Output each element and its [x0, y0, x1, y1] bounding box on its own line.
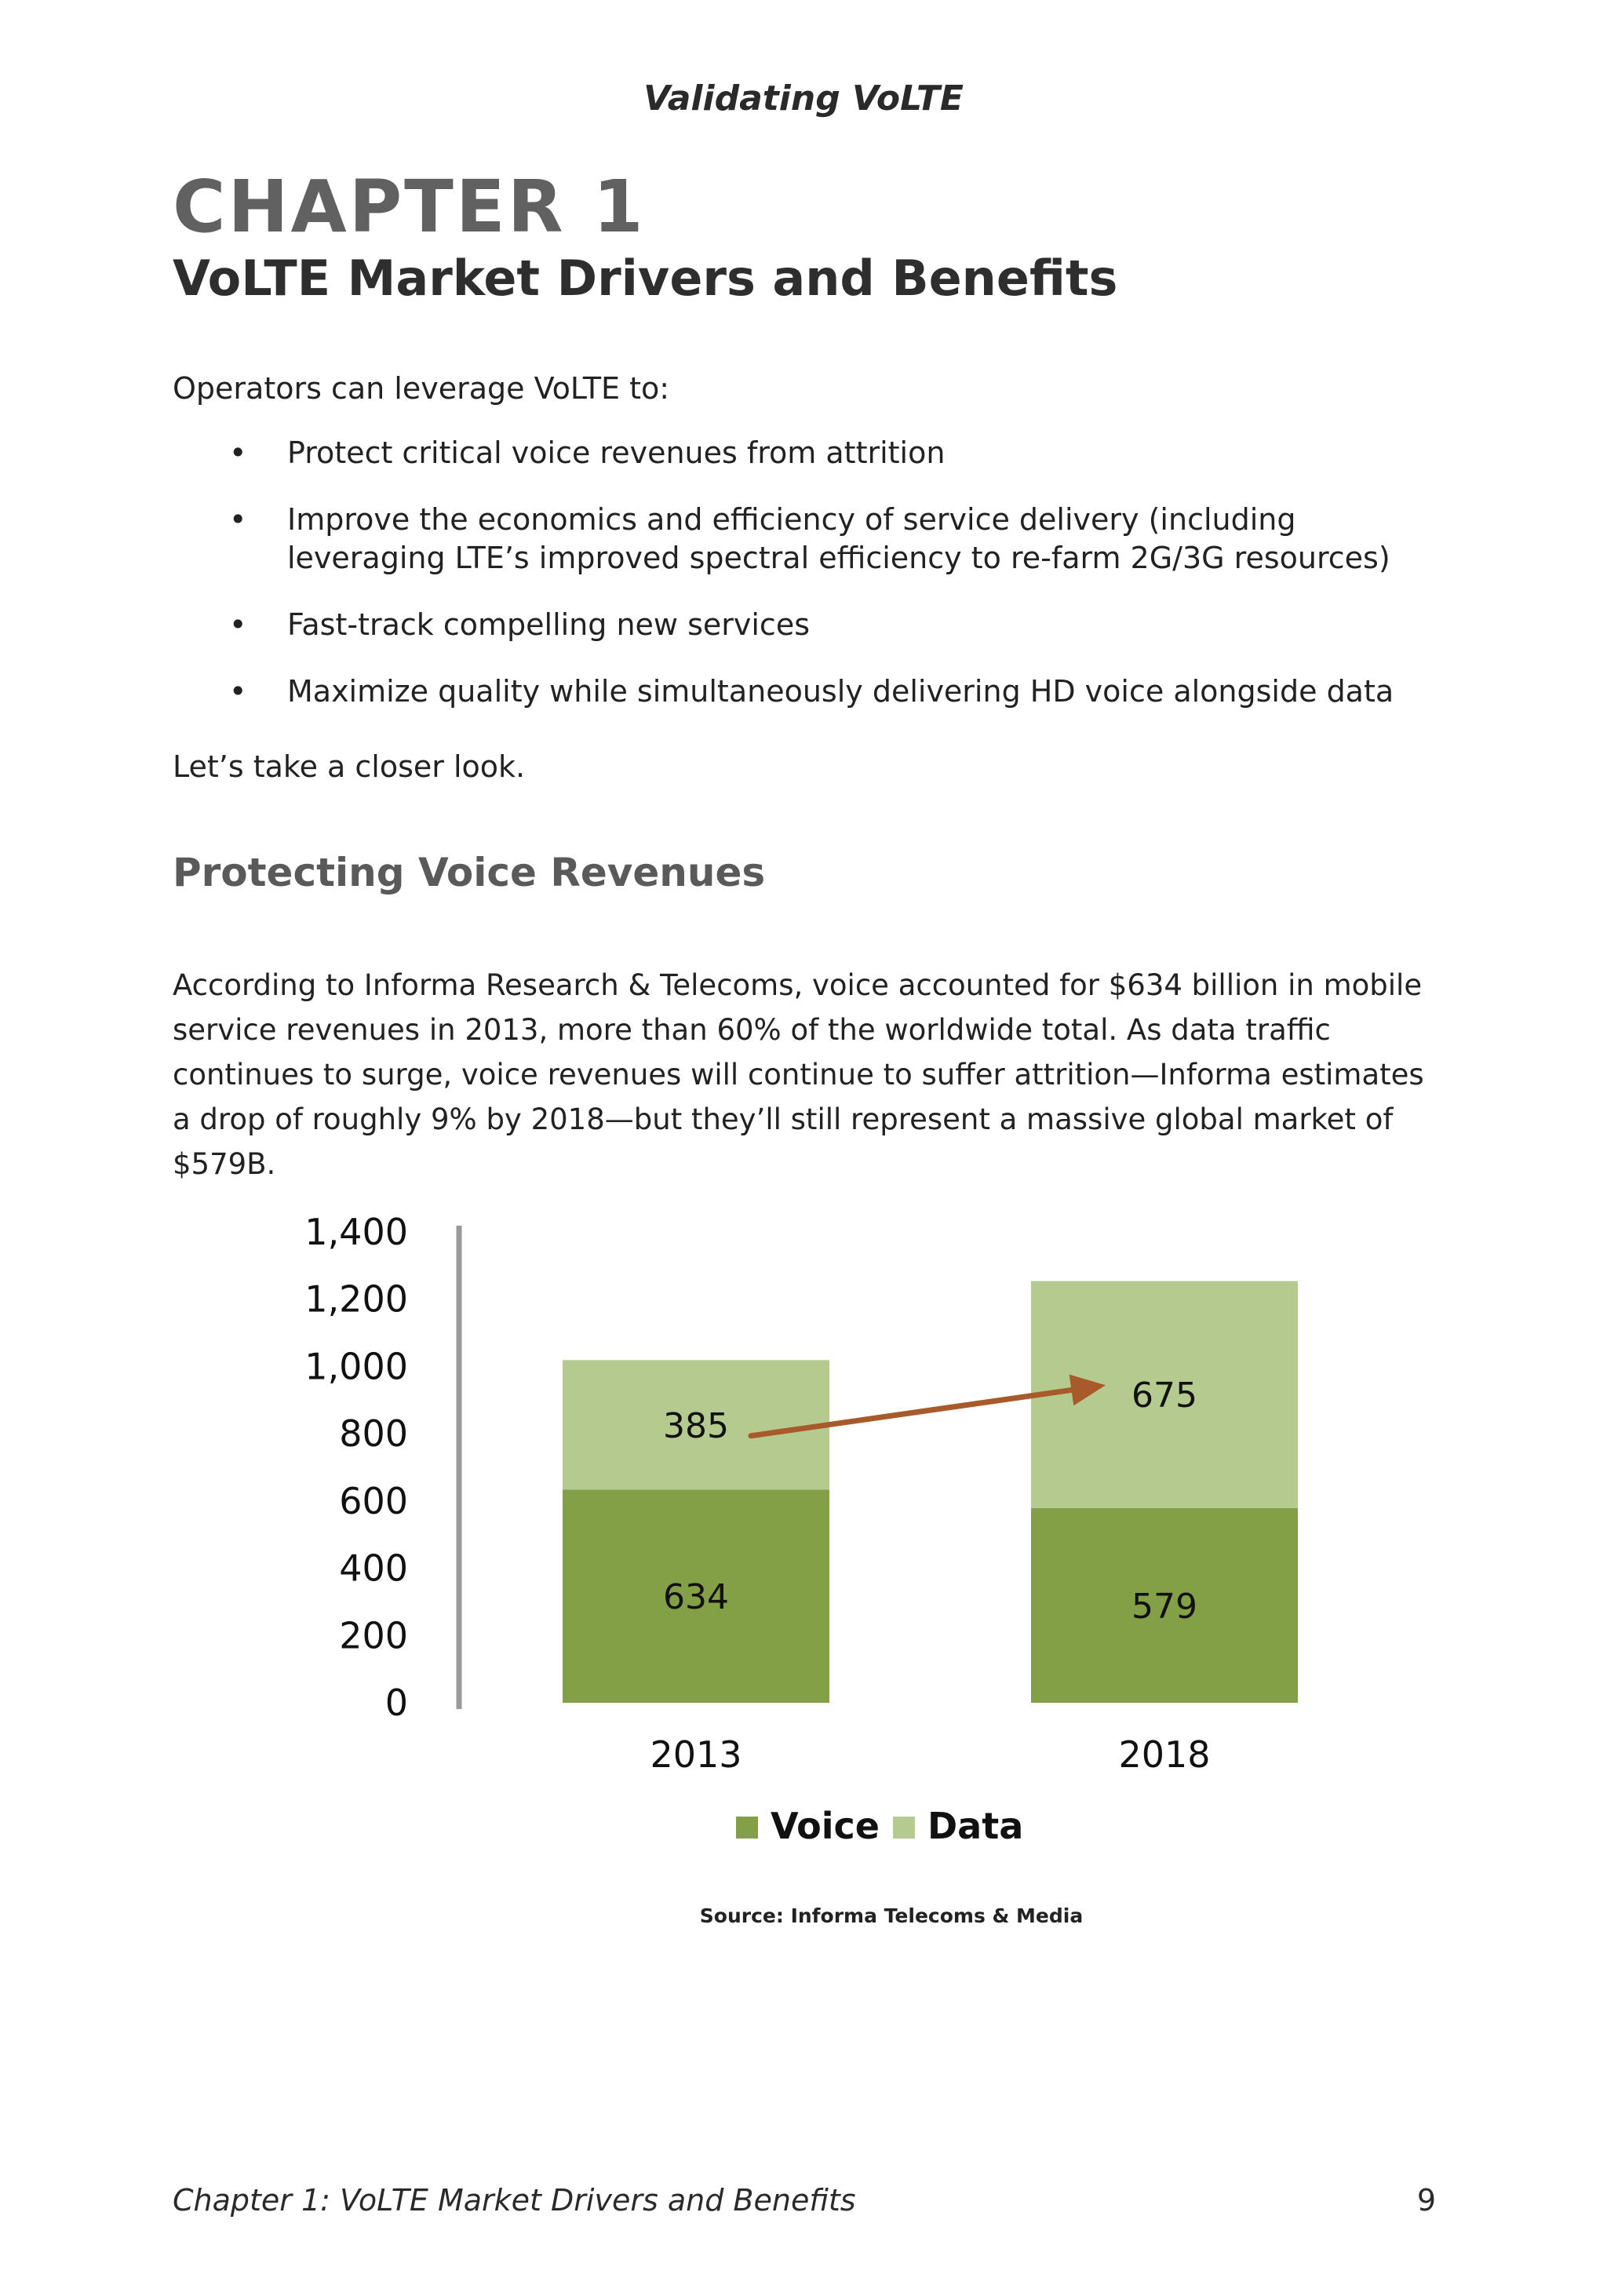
data-label: 385 — [663, 1405, 729, 1446]
list-item-text: Protect critical voice revenues from attrition — [287, 436, 946, 470]
y-tick-label: 1,200 — [304, 1277, 408, 1321]
list-item-text: Improve the economics and efficiency of service delivery (including leveraging LTE’s improved spectral efficiency to re-farm 2G/3G resources) — [287, 502, 1390, 575]
list-item-text: Fast-track compelling new services — [287, 607, 811, 642]
y-tick-label: 400 — [339, 1547, 408, 1590]
data-label: 634 — [663, 1577, 729, 1618]
bullet-icon: • — [229, 674, 247, 709]
legend-swatch-voice — [736, 1817, 758, 1839]
y-tick-label: 1,400 — [304, 1211, 408, 1253]
x-tick-label: 2018 — [1118, 1733, 1211, 1776]
section-title: Protecting Voice Revenues — [173, 850, 766, 895]
x-axis — [650, 1733, 1210, 1776]
y-tick-label: 800 — [339, 1412, 408, 1456]
chart-source: Source: Informa Telecoms & Media — [699, 1904, 1084, 1927]
chapter-number: CHAPTER 1 — [173, 165, 646, 249]
chapter-title: VoLTE Market Drivers and Benefits — [173, 250, 1118, 307]
closer-text: Let’s take a closer look. — [173, 749, 526, 784]
footer-chapter-label: Chapter 1: VoLTE Market Drivers and Benefits — [173, 2183, 856, 2218]
list-item — [173, 606, 1444, 644]
page-number: 9 — [1416, 2183, 1436, 2218]
list-item — [173, 434, 1444, 472]
y-tick-label: 0 — [384, 1682, 408, 1724]
data-label: 675 — [1131, 1376, 1197, 1416]
benefit-list — [173, 434, 1444, 739]
legend — [736, 1805, 1023, 1847]
data-label: 579 — [1131, 1586, 1197, 1627]
list-item — [173, 672, 1444, 711]
list-item — [173, 501, 1444, 578]
legend-swatch-data — [893, 1817, 915, 1839]
y-tick-label: 600 — [339, 1479, 408, 1522]
x-tick-label: 2013 — [650, 1733, 742, 1776]
y-tick-label: 200 — [339, 1614, 408, 1657]
list-item-text: Maximize quality while simultaneously delivering HD voice alongside data — [287, 674, 1394, 709]
bullet-icon: • — [229, 607, 247, 642]
section-paragraph: According to Informa Research & Telecoms, voice accounted for $634 billion in mobile service revenues in 2013, more than 60% of the worldwide total. As data traffic continues to surge, voice revenues will continue to suffer attrition—Informa estimates a drop of roughly 9% by 2018—but they’ll still represent a massive global market of $579B. — [173, 968, 1424, 1181]
intro-text: Operators can leverage VoLTE to: — [173, 371, 670, 406]
bars — [563, 1281, 1298, 1703]
bullet-icon: • — [229, 436, 247, 470]
legend-label: Voice — [771, 1805, 880, 1847]
y-tick-label: 1,000 — [304, 1345, 408, 1388]
revenue-stacked-bar-chart — [282, 1193, 1381, 1883]
legend-label: Data — [927, 1805, 1024, 1847]
y-axis — [304, 1211, 459, 1724]
running-header: Validating VoLTE — [643, 78, 964, 118]
bullet-icon: • — [229, 502, 247, 537]
